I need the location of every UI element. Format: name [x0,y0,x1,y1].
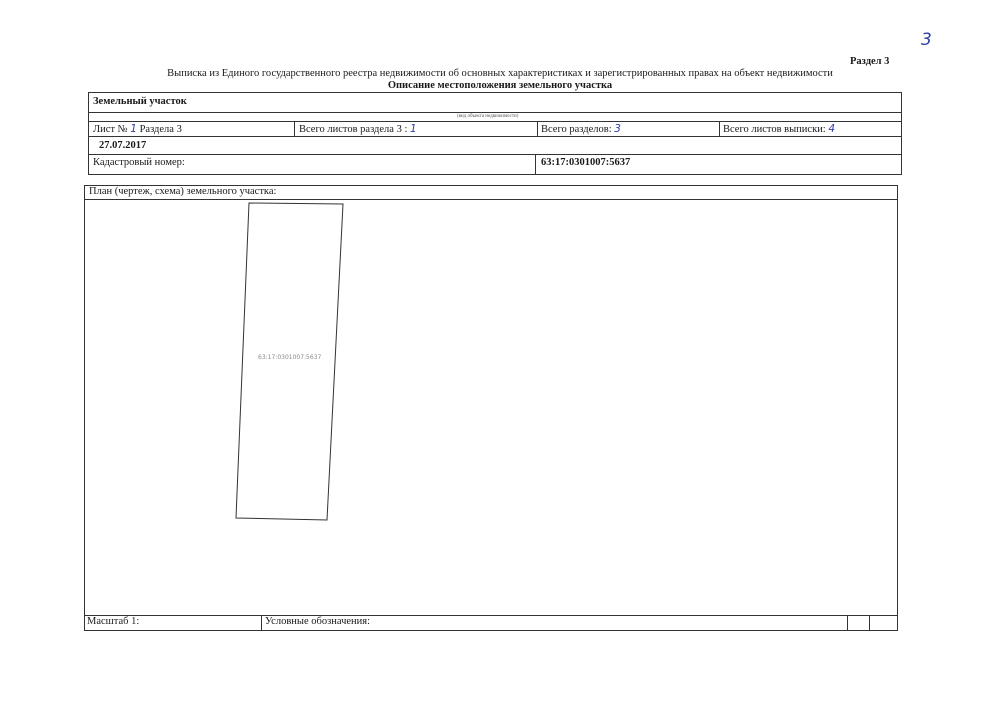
extract-date: 27.07.2017 [99,140,147,151]
plan-title: План (чертеж, схема) земельного участка: [89,186,277,197]
extract-title: Выписка из Единого государственного реестра недвижимости об основных характеристиках и зарегистрированных правах на объект недвижимости [167,68,833,79]
section-value: 3 [176,124,182,135]
description-title: Описание местоположения земельного участка [387,80,613,91]
total-sections-value: 3 [614,123,621,135]
total-section-sheets-value: 1 [410,123,417,135]
parcel-outline [236,203,343,520]
sheet-value: 1 [130,123,137,135]
total-extract-sheets-value: 4 [828,123,836,135]
object-type: Земельный участок [93,96,187,107]
section-title: Раздел 3 [850,56,890,67]
page-number-handwritten: 3 [921,30,932,50]
total-section-sheets-section: 3 [396,124,402,135]
total-section-sheets-field: Всего листов раздела 3 : 1 [299,123,417,135]
total-extract-sheets-label: Всего листов выписки: [723,124,826,135]
section-label: Раздела [139,124,174,135]
total-section-sheets-label: Всего листов раздела [299,124,394,135]
sheet-label: Лист № [93,124,128,135]
object-type-caption: (вид объекта недвижимости) [457,114,519,119]
total-sections-label: Всего разделов: [541,124,612,135]
cadastral-number: 63:17:0301007:5637 [541,157,631,168]
cadastral-label: Кадастровый номер: [93,157,185,168]
scale-label: Масштаб 1: [87,616,140,627]
legend-label: Условные обозначения: [265,616,371,627]
parcel-cadastral-label: 63:17:0301007:5637 [258,354,322,361]
